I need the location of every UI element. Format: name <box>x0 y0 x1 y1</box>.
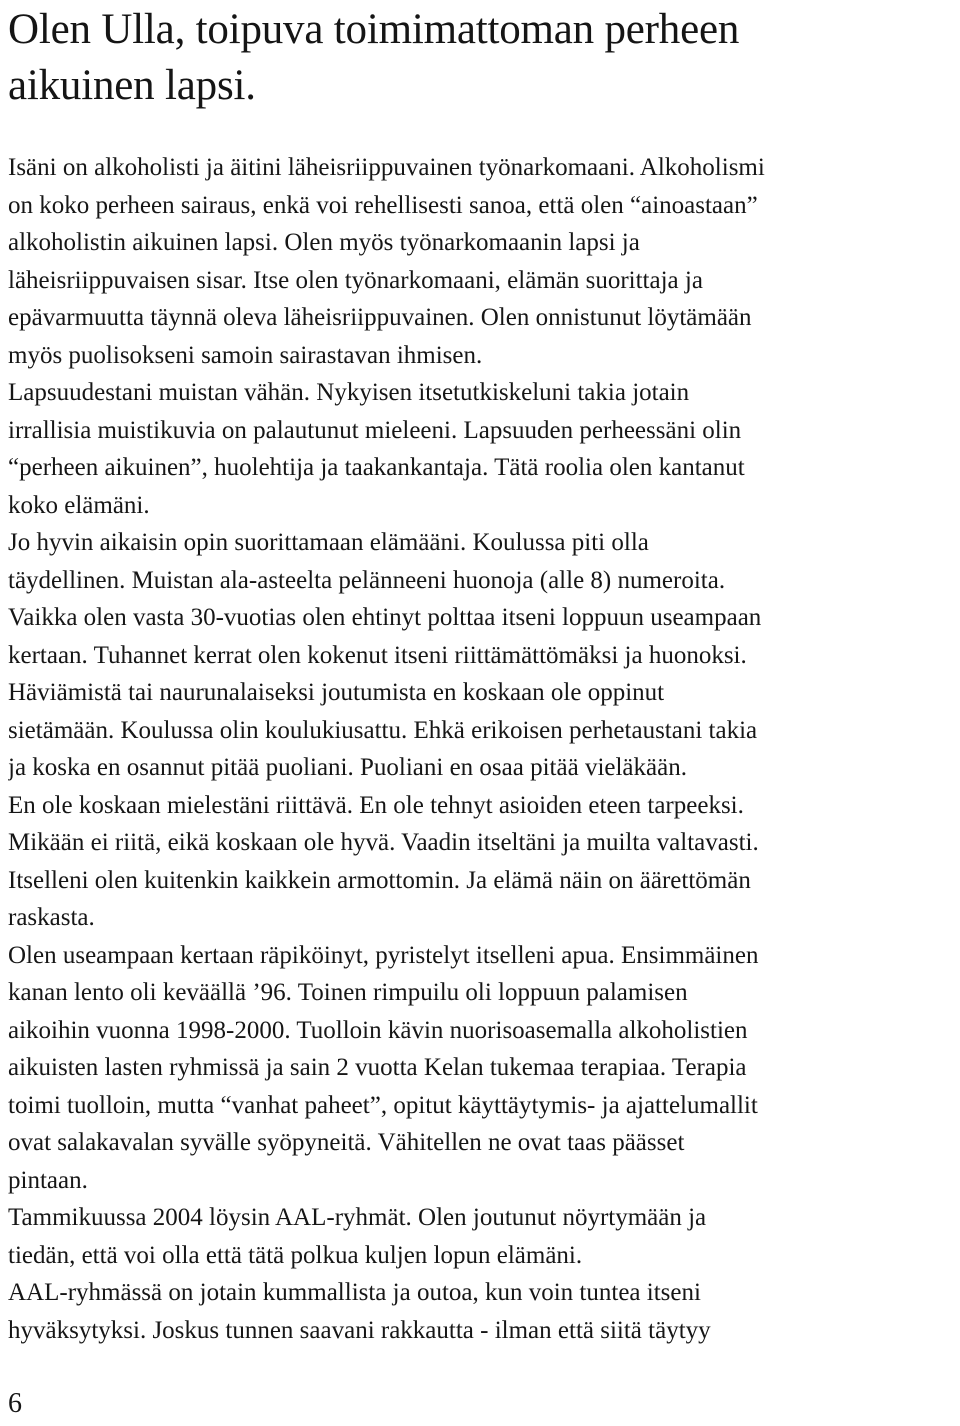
text-line: täydellinen. Muistan ala-asteelta pelänneeni huonoja (alle 8) numeroita. <box>8 566 726 594</box>
text-line: raskasta. <box>8 904 95 931</box>
text-line: AAL-ryhmässä on jotain kummallista ja outoa, kun voin tuntea itseni <box>8 1279 701 1306</box>
text-line: pintaan. <box>8 1166 88 1194</box>
title-line: Olen Ulla, toipuva toimimattoman perheen <box>8 6 740 53</box>
text-line: on koko perheen sairaus, enkä voi rehellisesti sanoa, että olen “ainoastaan” <box>8 191 758 219</box>
text-line: hyväksytyksi. Joskus tunnen saavani rakkautta - ilman että siitä täytyy <box>8 1316 711 1344</box>
text-line: Jo hyvin aikaisin opin suorittamaan elämääni. Koulussa piti olla <box>8 529 649 556</box>
text-line: myös puolisokseni samoin sairastavan ihmisen. <box>8 341 483 369</box>
text-line: Vaikka olen vasta 30-vuotias olen ehtinyt polttaa itseni loppuun useampaan <box>8 604 762 631</box>
text-line: Mikään ei riitä, eikä koskaan ole hyvä. Vaadin itseltäni ja muilta valtavasti. <box>8 829 759 856</box>
body-text <box>8 149 953 1349</box>
text-line: ovat salakavalan syvälle syöpyneitä. Vähitellen ne ovat taas päässet <box>8 1129 685 1156</box>
text-line: tiedän, että voi olla että tätä polkua kuljen lopun elämäni. <box>8 1241 583 1269</box>
text-line: epävarmuutta täynnä oleva läheisriippuvainen. Olen onnistunut löytämään <box>8 304 752 331</box>
text-line: kanan lento oli keväällä ’96. Toinen rimpuilu oli loppuun palamisen <box>8 979 688 1006</box>
text-line: kertaan. Tuhannet kerrat olen kokenut itseni riittämättömäksi ja huonoksi. <box>8 641 747 669</box>
text-line: irrallisia muistikuvia on palautunut mieleeni. Lapsuuden perheessäni olin <box>8 416 742 444</box>
text-line: Häviämistä tai naurunalaiseksi joutumista en koskaan ole oppinut <box>8 679 665 706</box>
text-line: toimi tuolloin, mutta “vanhat paheet”, opitut käyttäytymis- ja ajattelumallit <box>8 1091 758 1119</box>
text-line: Itselleni olen kuitenkin kaikkein armottomin. Ja elämä näin on äärettömän <box>8 866 751 894</box>
text-line: En ole koskaan mielestäni riittävä. En ole tehnyt asioiden eteen tarpeeksi. <box>8 791 744 819</box>
text-line: Tammikuussa 2004 löysin AAL-ryhmät. Olen joutunut nöyrtymään ja <box>8 1204 707 1231</box>
text-line: “perheen aikuinen”, huolehtija ja taakankantaja. Tätä roolia olen kantanut <box>8 454 745 481</box>
text-line: aikuisten lasten ryhmissä ja sain 2 vuotta Kelan tukemaa terapiaa. Terapia <box>8 1054 747 1081</box>
text-line: aikoihin vuonna 1998-2000. Tuolloin kävin nuorisoasemalla alkoholistien <box>8 1016 748 1044</box>
text-line: Isäni on alkoholisti ja äitini läheisriippuvainen työnarkomaani. Alkoholismi <box>8 154 765 181</box>
page-title <box>8 2 953 114</box>
text-line: Olen useampaan kertaan räpiköinyt, pyristelyt itselleni apua. Ensimmäinen <box>8 941 759 969</box>
text-line: koko elämäni. <box>8 491 150 519</box>
title-line: aikuinen lapsi. <box>8 62 256 109</box>
text-line: Lapsuudestani muistan vähän. Nykyisen itsetutkiskeluni takia jotain <box>8 379 690 406</box>
text-line: sietämään. Koulussa olin koulukiusattu. Ehkä erikoisen perhetaustani takia <box>8 716 758 744</box>
text-line: läheisriippuvaisen sisar. Itse olen työnarkomaani, elämän suorittaja ja <box>8 266 703 294</box>
page-number: 6 <box>8 1388 22 1419</box>
text-line: ja koska en osannut pitää puoliani. Puoliani en osaa pitää vieläkään. <box>8 754 687 781</box>
text-line: alkoholistin aikuinen lapsi. Olen myös työnarkomaanin lapsi ja <box>8 229 640 256</box>
